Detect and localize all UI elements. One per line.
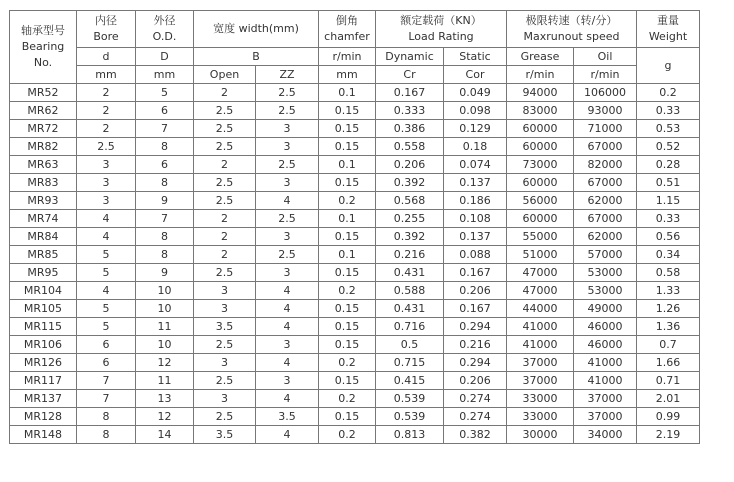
header-chamfer-en: chamfer [324, 30, 370, 43]
cell-chamfer: 0.15 [319, 120, 376, 138]
cell-grease-speed: 83000 [507, 102, 574, 120]
table-row [10, 102, 700, 120]
cell-oil-speed: 37000 [574, 408, 637, 426]
cell-weight: 0.34 [637, 246, 700, 264]
cell-static-load: 0.137 [444, 228, 507, 246]
cell-od: 11 [136, 318, 194, 336]
cell-oil-speed: 67000 [574, 138, 637, 156]
cell-model: MR85 [10, 246, 77, 264]
cell-bore: 4 [77, 282, 136, 300]
header-static-symbol: Cor [444, 66, 507, 84]
cell-static-load: 0.074 [444, 156, 507, 174]
cell-od: 8 [136, 246, 194, 264]
cell-model: MR128 [10, 408, 77, 426]
cell-oil-speed: 53000 [574, 264, 637, 282]
table-row [10, 192, 700, 210]
header-bore-zh: 内径 [95, 14, 117, 27]
cell-static-load: 0.049 [444, 84, 507, 102]
header-speed-en: Maxrunout speed [523, 30, 620, 43]
header-model [10, 11, 77, 84]
header-load-rating [376, 11, 507, 48]
cell-width-open: 2 [194, 210, 256, 228]
cell-grease-speed: 47000 [507, 264, 574, 282]
cell-oil-speed: 67000 [574, 174, 637, 192]
cell-width-open: 2.5 [194, 192, 256, 210]
cell-grease-speed: 73000 [507, 156, 574, 174]
cell-od: 9 [136, 192, 194, 210]
header-width-zz: ZZ [256, 66, 319, 84]
header-row-2 [10, 48, 700, 66]
cell-dynamic-load: 0.568 [376, 192, 444, 210]
cell-width-open: 2.5 [194, 336, 256, 354]
cell-bore: 8 [77, 408, 136, 426]
header-model-en: Bearing [21, 40, 65, 53]
cell-width-zz: 4 [256, 282, 319, 300]
cell-width-zz: 4 [256, 318, 319, 336]
cell-dynamic-load: 0.333 [376, 102, 444, 120]
cell-oil-speed: 34000 [574, 426, 637, 444]
cell-bore: 7 [77, 390, 136, 408]
cell-width-zz: 3 [256, 372, 319, 390]
cell-width-open: 2 [194, 228, 256, 246]
cell-dynamic-load: 0.216 [376, 246, 444, 264]
cell-grease-speed: 44000 [507, 300, 574, 318]
cell-weight: 0.58 [637, 264, 700, 282]
header-row-3 [10, 66, 700, 84]
header-row-1 [10, 11, 700, 48]
cell-width-zz: 3.5 [256, 408, 319, 426]
cell-static-load: 0.167 [444, 300, 507, 318]
cell-od: 8 [136, 228, 194, 246]
cell-grease-speed: 55000 [507, 228, 574, 246]
cell-grease-speed: 33000 [507, 408, 574, 426]
cell-width-open: 2 [194, 246, 256, 264]
cell-grease-speed: 47000 [507, 282, 574, 300]
cell-width-zz: 3 [256, 264, 319, 282]
cell-weight: 1.15 [637, 192, 700, 210]
header-chamfer-symbol: r/min [319, 48, 376, 66]
table-row [10, 282, 700, 300]
cell-dynamic-load: 0.431 [376, 300, 444, 318]
table-row [10, 174, 700, 192]
header-weight-unit: g [637, 48, 700, 84]
cell-dynamic-load: 0.255 [376, 210, 444, 228]
cell-width-zz: 3 [256, 228, 319, 246]
cell-grease-speed: 33000 [507, 390, 574, 408]
cell-oil-speed: 41000 [574, 354, 637, 372]
cell-bore: 4 [77, 228, 136, 246]
header-grease: Grease [507, 48, 574, 66]
header-model-zh: 轴承型号 [21, 24, 65, 37]
bearing-spec-table-wrapper [9, 10, 700, 444]
cell-width-zz: 4 [256, 354, 319, 372]
cell-chamfer: 0.15 [319, 300, 376, 318]
cell-od: 10 [136, 300, 194, 318]
table-row [10, 354, 700, 372]
cell-bore: 3 [77, 192, 136, 210]
cell-width-open: 2.5 [194, 264, 256, 282]
cell-width-open: 3.5 [194, 318, 256, 336]
cell-width-zz: 2.5 [256, 84, 319, 102]
cell-weight: 0.52 [637, 138, 700, 156]
cell-grease-speed: 56000 [507, 192, 574, 210]
header-width-open: Open [194, 66, 256, 84]
cell-chamfer: 0.15 [319, 138, 376, 156]
header-speed [507, 11, 637, 48]
cell-bore: 2 [77, 102, 136, 120]
table-row [10, 390, 700, 408]
cell-width-zz: 3 [256, 138, 319, 156]
cell-width-open: 3 [194, 300, 256, 318]
cell-static-load: 0.108 [444, 210, 507, 228]
cell-chamfer: 0.15 [319, 318, 376, 336]
cell-oil-speed: 46000 [574, 336, 637, 354]
cell-dynamic-load: 0.392 [376, 228, 444, 246]
cell-model: MR104 [10, 282, 77, 300]
header-chamfer [319, 11, 376, 48]
cell-weight: 0.56 [637, 228, 700, 246]
cell-static-load: 0.088 [444, 246, 507, 264]
cell-od: 13 [136, 390, 194, 408]
cell-model: MR82 [10, 138, 77, 156]
table-row [10, 372, 700, 390]
cell-width-open: 2.5 [194, 372, 256, 390]
table-row [10, 84, 700, 102]
cell-bore: 7 [77, 372, 136, 390]
header-speed-zh: 极限转速（转/分） [525, 14, 618, 27]
header-load-zh: 额定载荷（KN） [400, 14, 482, 27]
cell-model: MR117 [10, 372, 77, 390]
cell-oil-speed: 67000 [574, 210, 637, 228]
cell-oil-speed: 71000 [574, 120, 637, 138]
cell-chamfer: 0.15 [319, 408, 376, 426]
cell-width-open: 3 [194, 354, 256, 372]
cell-static-load: 0.137 [444, 174, 507, 192]
header-od-zh: 外径 [153, 14, 176, 27]
cell-model: MR95 [10, 264, 77, 282]
table-row [10, 300, 700, 318]
cell-bore: 4 [77, 210, 136, 228]
cell-chamfer: 0.1 [319, 210, 376, 228]
cell-width-zz: 4 [256, 300, 319, 318]
cell-dynamic-load: 0.539 [376, 408, 444, 426]
cell-dynamic-load: 0.715 [376, 354, 444, 372]
cell-chamfer: 0.2 [319, 192, 376, 210]
cell-width-zz: 2.5 [256, 246, 319, 264]
cell-oil-speed: 41000 [574, 372, 637, 390]
cell-width-open: 3 [194, 282, 256, 300]
cell-model: MR84 [10, 228, 77, 246]
cell-weight: 0.53 [637, 120, 700, 138]
header-chamfer-unit: mm [319, 66, 376, 84]
header-oil-unit: r/min [574, 66, 637, 84]
cell-static-load: 0.129 [444, 120, 507, 138]
table-row [10, 228, 700, 246]
cell-width-zz: 2.5 [256, 210, 319, 228]
cell-od: 5 [136, 84, 194, 102]
cell-dynamic-load: 0.206 [376, 156, 444, 174]
cell-width-open: 2.5 [194, 174, 256, 192]
cell-od: 6 [136, 156, 194, 174]
cell-weight: 1.66 [637, 354, 700, 372]
cell-oil-speed: 62000 [574, 228, 637, 246]
cell-chamfer: 0.15 [319, 372, 376, 390]
cell-od: 7 [136, 210, 194, 228]
cell-width-open: 2 [194, 156, 256, 174]
cell-width-open: 2.5 [194, 408, 256, 426]
cell-bore: 2.5 [77, 138, 136, 156]
cell-bore: 8 [77, 426, 136, 444]
cell-bore: 2 [77, 120, 136, 138]
cell-model: MR72 [10, 120, 77, 138]
cell-weight: 2.19 [637, 426, 700, 444]
cell-bore: 3 [77, 156, 136, 174]
cell-static-load: 0.098 [444, 102, 507, 120]
header-chamfer-zh: 倒角 [336, 14, 358, 27]
cell-width-zz: 4 [256, 426, 319, 444]
cell-model: MR93 [10, 192, 77, 210]
cell-dynamic-load: 0.386 [376, 120, 444, 138]
cell-dynamic-load: 0.813 [376, 426, 444, 444]
cell-width-zz: 4 [256, 192, 319, 210]
cell-width-open: 3 [194, 390, 256, 408]
cell-dynamic-load: 0.392 [376, 174, 444, 192]
cell-grease-speed: 60000 [507, 174, 574, 192]
table-row [10, 408, 700, 426]
cell-chamfer: 0.15 [319, 174, 376, 192]
table-row [10, 264, 700, 282]
cell-grease-speed: 60000 [507, 120, 574, 138]
cell-od: 11 [136, 372, 194, 390]
cell-dynamic-load: 0.539 [376, 390, 444, 408]
cell-grease-speed: 37000 [507, 354, 574, 372]
cell-bore: 6 [77, 336, 136, 354]
cell-model: MR137 [10, 390, 77, 408]
cell-dynamic-load: 0.415 [376, 372, 444, 390]
cell-model: MR83 [10, 174, 77, 192]
cell-grease-speed: 41000 [507, 318, 574, 336]
cell-od: 12 [136, 354, 194, 372]
cell-static-load: 0.206 [444, 372, 507, 390]
cell-static-load: 0.294 [444, 354, 507, 372]
header-od [136, 11, 194, 48]
cell-bore: 6 [77, 354, 136, 372]
cell-width-zz: 3 [256, 336, 319, 354]
cell-chamfer: 0.15 [319, 102, 376, 120]
cell-width-open: 3.5 [194, 426, 256, 444]
header-weight-zh: 重量 [657, 14, 679, 27]
table-row [10, 210, 700, 228]
cell-od: 6 [136, 102, 194, 120]
header-width-symbol: B [194, 48, 319, 66]
cell-static-load: 0.274 [444, 390, 507, 408]
table-row [10, 426, 700, 444]
cell-chamfer: 0.15 [319, 336, 376, 354]
cell-width-zz: 3 [256, 174, 319, 192]
cell-weight: 0.33 [637, 210, 700, 228]
cell-width-zz: 4 [256, 390, 319, 408]
cell-weight: 0.99 [637, 408, 700, 426]
cell-chamfer: 0.2 [319, 354, 376, 372]
header-bore [77, 11, 136, 48]
header-grease-unit: r/min [507, 66, 574, 84]
cell-dynamic-load: 0.431 [376, 264, 444, 282]
cell-chamfer: 0.2 [319, 426, 376, 444]
cell-grease-speed: 94000 [507, 84, 574, 102]
cell-model: MR106 [10, 336, 77, 354]
cell-model: MR52 [10, 84, 77, 102]
cell-od: 10 [136, 282, 194, 300]
cell-oil-speed: 106000 [574, 84, 637, 102]
header-bore-en: Bore [93, 30, 119, 43]
cell-width-open: 2.5 [194, 138, 256, 156]
cell-model: MR74 [10, 210, 77, 228]
cell-chamfer: 0.15 [319, 264, 376, 282]
cell-width-zz: 2.5 [256, 156, 319, 174]
cell-od: 10 [136, 336, 194, 354]
table-row [10, 318, 700, 336]
cell-od: 14 [136, 426, 194, 444]
cell-oil-speed: 37000 [574, 390, 637, 408]
cell-weight: 1.26 [637, 300, 700, 318]
table-row [10, 138, 700, 156]
cell-static-load: 0.216 [444, 336, 507, 354]
cell-weight: 0.33 [637, 102, 700, 120]
cell-weight: 2.01 [637, 390, 700, 408]
bearing-spec-table [9, 10, 700, 444]
cell-grease-speed: 41000 [507, 336, 574, 354]
cell-static-load: 0.294 [444, 318, 507, 336]
cell-weight: 0.71 [637, 372, 700, 390]
cell-weight: 0.28 [637, 156, 700, 174]
cell-od: 7 [136, 120, 194, 138]
cell-width-open: 2 [194, 84, 256, 102]
header-load-en: Load Rating [408, 30, 474, 43]
cell-bore: 5 [77, 318, 136, 336]
cell-bore: 3 [77, 174, 136, 192]
cell-static-load: 0.18 [444, 138, 507, 156]
table-row [10, 246, 700, 264]
cell-od: 8 [136, 174, 194, 192]
cell-bore: 5 [77, 264, 136, 282]
cell-bore: 2 [77, 84, 136, 102]
cell-dynamic-load: 0.167 [376, 84, 444, 102]
cell-chamfer: 0.15 [319, 228, 376, 246]
cell-oil-speed: 46000 [574, 318, 637, 336]
cell-model: MR63 [10, 156, 77, 174]
cell-width-open: 2.5 [194, 120, 256, 138]
cell-oil-speed: 93000 [574, 102, 637, 120]
cell-oil-speed: 49000 [574, 300, 637, 318]
cell-static-load: 0.274 [444, 408, 507, 426]
cell-weight: 0.51 [637, 174, 700, 192]
header-model-no: No. [33, 56, 53, 69]
table-row [10, 336, 700, 354]
cell-model: MR126 [10, 354, 77, 372]
header-dynamic-symbol: Cr [376, 66, 444, 84]
cell-od: 12 [136, 408, 194, 426]
cell-model: MR105 [10, 300, 77, 318]
cell-model: MR115 [10, 318, 77, 336]
cell-oil-speed: 57000 [574, 246, 637, 264]
cell-dynamic-load: 0.588 [376, 282, 444, 300]
header-od-en: O.D. [152, 30, 177, 43]
cell-static-load: 0.167 [444, 264, 507, 282]
cell-grease-speed: 51000 [507, 246, 574, 264]
cell-bore: 5 [77, 300, 136, 318]
cell-model: MR148 [10, 426, 77, 444]
cell-width-zz: 2.5 [256, 102, 319, 120]
cell-grease-speed: 30000 [507, 426, 574, 444]
cell-dynamic-load: 0.716 [376, 318, 444, 336]
cell-static-load: 0.186 [444, 192, 507, 210]
cell-grease-speed: 60000 [507, 138, 574, 156]
table-row [10, 120, 700, 138]
header-dynamic: Dynamic [376, 48, 444, 66]
cell-static-load: 0.206 [444, 282, 507, 300]
header-od-symbol: D [136, 48, 194, 66]
cell-weight: 1.33 [637, 282, 700, 300]
cell-grease-speed: 37000 [507, 372, 574, 390]
cell-od: 8 [136, 138, 194, 156]
cell-chamfer: 0.2 [319, 282, 376, 300]
cell-oil-speed: 62000 [574, 192, 637, 210]
cell-width-zz: 3 [256, 120, 319, 138]
header-bore-unit: mm [77, 66, 136, 84]
header-width: 宽度 width(mm) [194, 11, 319, 48]
cell-od: 9 [136, 264, 194, 282]
cell-weight: 1.36 [637, 318, 700, 336]
cell-bore: 5 [77, 246, 136, 264]
cell-model: MR62 [10, 102, 77, 120]
header-bore-symbol: d [77, 48, 136, 66]
cell-chamfer: 0.1 [319, 246, 376, 264]
cell-dynamic-load: 0.558 [376, 138, 444, 156]
cell-weight: 0.7 [637, 336, 700, 354]
cell-grease-speed: 60000 [507, 210, 574, 228]
header-static: Static [444, 48, 507, 66]
cell-oil-speed: 53000 [574, 282, 637, 300]
table-row [10, 156, 700, 174]
header-oil: Oil [574, 48, 637, 66]
cell-oil-speed: 82000 [574, 156, 637, 174]
cell-static-load: 0.382 [444, 426, 507, 444]
cell-chamfer: 0.1 [319, 84, 376, 102]
cell-weight: 0.2 [637, 84, 700, 102]
cell-chamfer: 0.1 [319, 156, 376, 174]
cell-dynamic-load: 0.5 [376, 336, 444, 354]
header-weight [637, 11, 700, 48]
header-od-unit: mm [136, 66, 194, 84]
cell-chamfer: 0.2 [319, 390, 376, 408]
cell-width-open: 2.5 [194, 102, 256, 120]
header-weight-en: Weight [648, 30, 688, 43]
